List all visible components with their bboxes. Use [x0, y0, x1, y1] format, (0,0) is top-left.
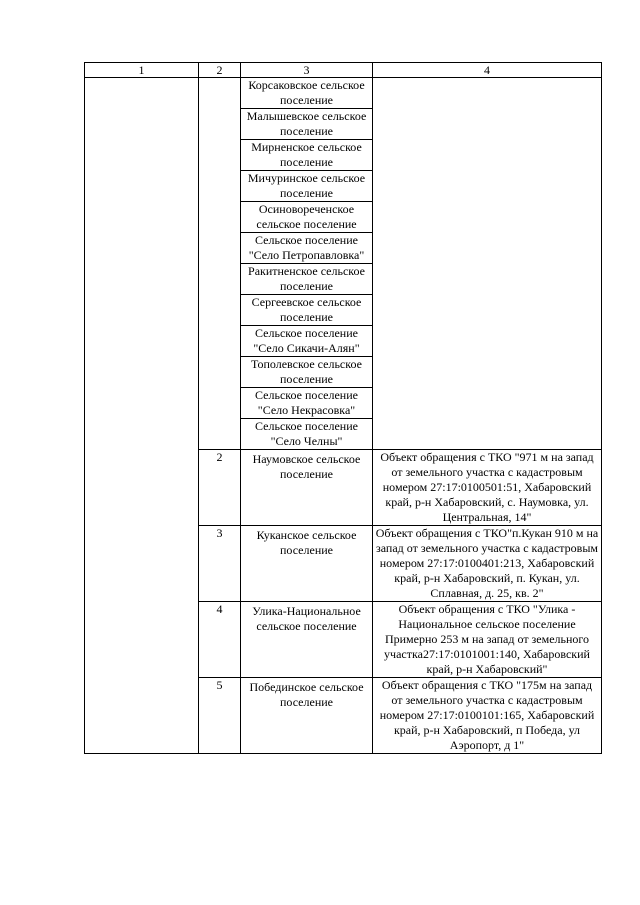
settlement-item: Сельское поселение "Село Петропавловка" [241, 233, 372, 264]
settlement-group-cell [241, 78, 373, 450]
settlement-cell [241, 602, 373, 678]
row-number: 3 [199, 526, 241, 602]
settlement-item: Сельское поселение "Село Некрасовка" [241, 388, 372, 419]
object-cell-empty [373, 78, 602, 450]
settlement-item: Ракитненское сельское поселение [241, 264, 372, 295]
table-row [85, 78, 602, 450]
header-col-1: 1 [85, 63, 199, 78]
row-number: 2 [199, 450, 241, 526]
settlement-item: Осиновореченское сельское поселение [241, 202, 372, 233]
settlement-list [241, 78, 372, 449]
row-number: 5 [199, 678, 241, 754]
settlement-name: Наумовское сельское поселение [252, 452, 361, 481]
settlement-item: Сельское поселение "Село Челны" [255, 419, 358, 448]
settlement-cell [241, 526, 373, 602]
settlement-name: Куканское сельское поселение [256, 528, 357, 557]
settlement-item: Сельское поселение "Село Сикачи-Алян" [241, 326, 372, 357]
settlement-cell [241, 678, 373, 754]
district-cell [85, 78, 199, 754]
settlement-item: Мирненское сельское поселение [241, 140, 372, 171]
settlement-cell [241, 450, 373, 526]
number-cell-empty [199, 78, 241, 450]
settlement-item: Мичуринское сельское поселение [241, 171, 372, 202]
settlement-name: Побединское сельское поселение [249, 680, 364, 709]
waste-object-cell: Объект обращения с ТКО"п.Кукан 910 м на запад от земельного участка с кадастровым номером 27:17:0100401:213, Хабаровский край, р-н Хабаровский, п. Кукан, ул. Сплавная, д. 25, кв. 2" [373, 526, 602, 602]
header-col-2: 2 [199, 63, 241, 78]
row-number: 4 [199, 602, 241, 678]
settlement-item: Тополевское сельское поселение [241, 357, 372, 388]
settlements-table [84, 62, 602, 754]
settlement-item: Малышевское сельское поселение [241, 109, 372, 140]
settlement-name: Улика-Национальное сельское поселение [252, 604, 361, 633]
waste-object-cell: Объект обращения с ТКО "175м на запад от земельного участка с кадастровым номером 27:17:0100101:165, Хабаровский край, р-н Хабаровский, п Победа, ул Аэропорт, д 1" [373, 678, 602, 754]
header-row [85, 63, 602, 78]
settlement-item: Сергеевское сельское поселение [241, 295, 372, 326]
waste-object-cell: Объект обращения с ТКО "971 м на запад от земельного участка с кадастровым номером 27:17:0100501:51, Хабаровский край, р-н Хабаровский, с. Наумовка, ул. Центральная, 14" [373, 450, 602, 526]
header-col-3: 3 [241, 63, 373, 78]
waste-object-cell: Объект обращения с ТКО "Улика - Национальное сельское поселение Примерно 253 м на запад от земельного участка27:17:0101001:140, Хабаровский край, р-н Хабаровский" [373, 602, 602, 678]
header-col-4: 4 [373, 63, 602, 78]
settlement-item: Корсаковское сельское поселение [241, 78, 372, 109]
